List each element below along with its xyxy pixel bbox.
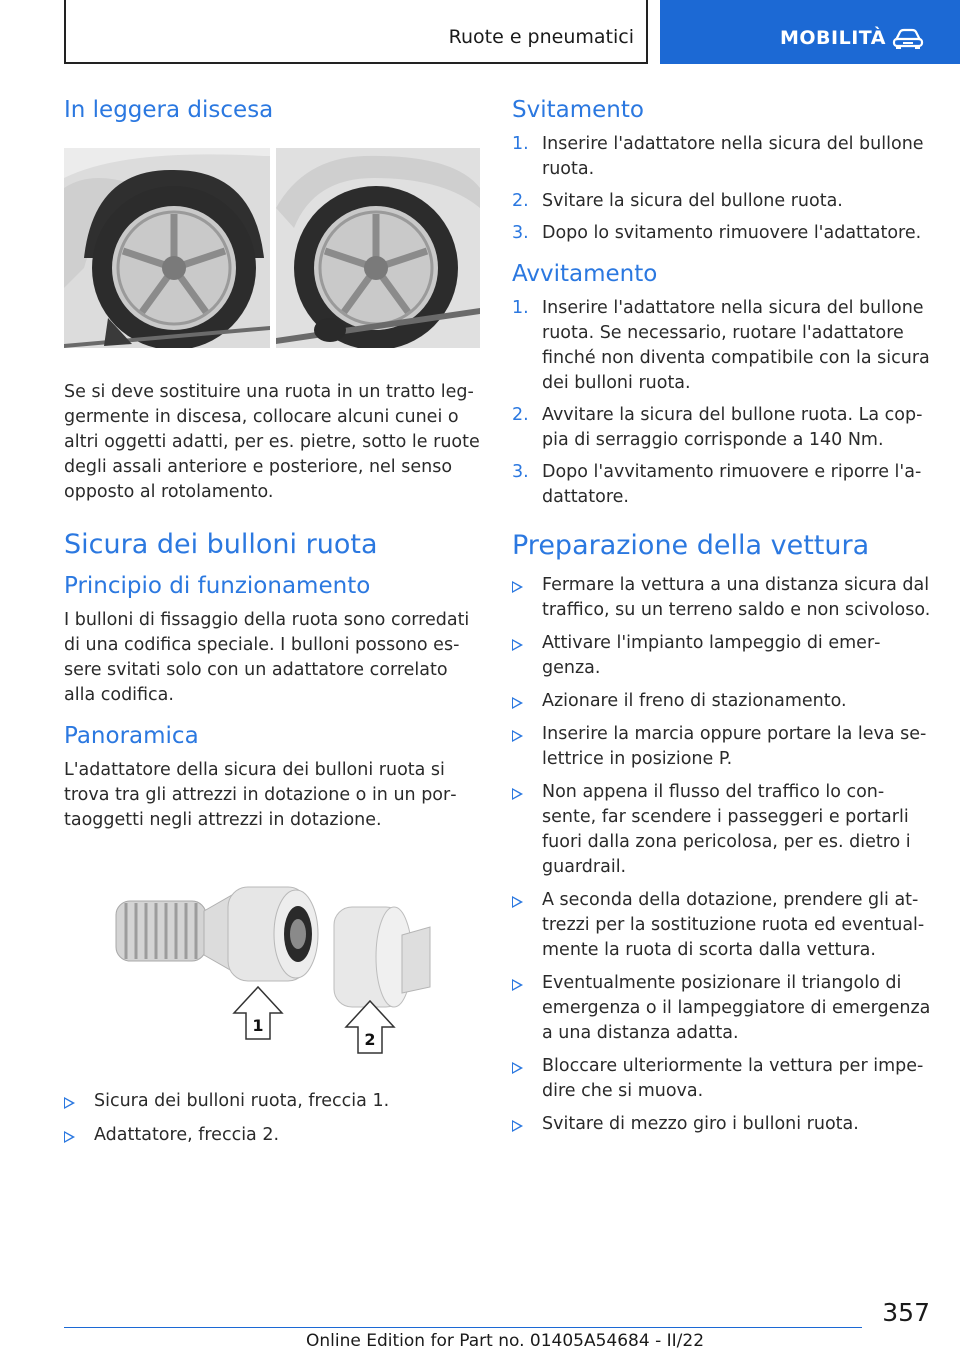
unscrew-steps: [512, 132, 932, 246]
edition-note: Online Edition for Part no. 01405A54684 - II/22: [306, 1331, 705, 1351]
screw-step-2: Avvitare la sicura del bullone ruota. La coppia di serraggio corrisponde a 140 Nm.: [542, 404, 923, 450]
triangle-bullet-icon: [512, 697, 523, 709]
list-item: [512, 1054, 932, 1104]
triangle-bullet-icon: [512, 979, 523, 991]
triangle-bullet-icon: [512, 730, 523, 742]
illustration-lock-bolt-and-adapter: [112, 865, 432, 1055]
list-item: [512, 689, 932, 714]
heading-unscrew: Svitamento: [512, 97, 644, 123]
list-item: [512, 631, 932, 681]
triangle-bullet-icon: [512, 788, 523, 800]
paragraph-principle: I bulloni di fissaggio della ruota sono corredati di una codifica speciale. I bulloni possono essere svitati solo con un adattatore correlato alla codifica.: [64, 609, 470, 705]
list-item: [512, 403, 932, 453]
photo-car-on-slope: [64, 148, 480, 348]
triangle-bullet-icon: [512, 639, 523, 651]
left-column: [64, 96, 480, 1148]
list-item: [512, 296, 932, 396]
unscrew-step-3: Dopo lo svitamento rimuovere l'adattatore.: [542, 222, 922, 243]
prep-item-5: Non appena il flusso del traffico lo consente, far scendere i passeggeri e portarli fuori dalla zona pericolosa, per es. dietro i guardrail.: [542, 781, 911, 877]
list-item: [512, 189, 932, 214]
paragraph-overview: L'adattatore della sicura dei bulloni ruota si trova tra gli attrezzi in dotazione o in un portaoggetti negli attrezzi in dotazione.: [64, 759, 457, 830]
step-number: 3.: [512, 222, 529, 243]
legend-list: [64, 1089, 480, 1148]
triangle-bullet-icon: [512, 581, 523, 593]
step-number: 1.: [512, 297, 529, 318]
triangle-bullet-icon: [512, 896, 523, 908]
paragraph-slope: Se si deve sostituire una ruota in un tratto leggermente in discesa, collocare alcuni cunei o altri oggetti adatti, per es. pietre, sotto le ruote degli assali anteriore e posteriore, nel senso opposto al rotolamento.: [64, 381, 480, 502]
list-item: [512, 1112, 932, 1137]
step-number: 3.: [512, 461, 529, 482]
heading-slope: In leggera discesa: [64, 97, 274, 123]
prep-item-6: A seconda della dotazione, prendere gli attrezzi per la sostituzione ruota ed eventualmente la ruota di scorta dalla vettura.: [542, 889, 925, 960]
triangle-bullet-icon: [512, 1062, 523, 1074]
step-number: 2.: [512, 190, 529, 211]
page-number: 357: [882, 1298, 930, 1327]
prep-item-9: Svitare di mezzo giro i bulloni ruota.: [542, 1113, 859, 1134]
screw-steps: [512, 296, 932, 510]
heading-vehicle-preparation: Preparazione della vettura: [512, 529, 870, 561]
step-number: 1.: [512, 133, 529, 154]
right-column: [512, 96, 932, 1137]
triangle-bullet-icon: [512, 1120, 523, 1132]
section-title: Ruote e pneumatici: [448, 26, 634, 48]
list-item: [512, 221, 932, 246]
chapter-tab-label: MOBILITÀ: [780, 27, 886, 49]
screw-step-3: Dopo l'avvitamento rimuovere e riporre l'adattatore.: [542, 461, 922, 507]
unscrew-step-2: Svitare la sicura del bullone ruota.: [542, 190, 843, 211]
legend-item-2: Adattatore, freccia 2.: [94, 1124, 280, 1145]
heading-wheel-locks: Sicura dei bulloni ruota: [64, 528, 378, 560]
list-item: [512, 722, 932, 772]
prep-item-4: Inserire la marcia oppure portare la leva selettrice in posizione P.: [542, 723, 927, 769]
list-item: [64, 1123, 480, 1148]
prep-item-7: Eventualmente posizionare il triangolo di emergenza o il lampeggiatore di emergenza a una distanza adatta.: [542, 972, 931, 1043]
triangle-bullet-icon: [64, 1097, 75, 1109]
list-item: [512, 971, 932, 1046]
heading-overview: Panoramica: [64, 722, 199, 749]
list-item: [512, 888, 932, 963]
list-item: [512, 460, 932, 510]
arrow-1-label: 1: [252, 1015, 264, 1035]
prep-item-3: Azionare il freno di stazionamento.: [542, 690, 847, 711]
list-item: [64, 1089, 480, 1114]
heading-screw: Avvitamento: [512, 260, 658, 287]
preparation-list: [512, 573, 932, 1137]
legend-item-1: Sicura dei bulloni ruota, freccia 1.: [94, 1090, 390, 1111]
prep-item-2: Attivare l'impianto lampeggio di emergenza.: [542, 632, 881, 678]
footer-divider: [64, 1327, 862, 1328]
chapter-tab[interactable]: [660, 0, 960, 64]
triangle-bullet-icon: [64, 1131, 75, 1143]
list-item: [512, 132, 932, 182]
step-number: 2.: [512, 404, 529, 425]
header-section-box: [64, 0, 648, 64]
prep-item-8: Bloccare ulteriormente la vettura per impedire che si muova.: [542, 1055, 924, 1101]
list-item: [512, 780, 932, 880]
unscrew-step-1: Inserire l'adattatore nella sicura del bullone ruota.: [542, 133, 924, 179]
car-icon: [892, 28, 924, 50]
screw-step-1: Inserire l'adattatore nella sicura del bullone ruota. Se necessario, ruotare l'adattatore finché non diventa compatibile con la sicura dei bulloni ruota.: [542, 297, 930, 393]
list-item: [512, 573, 932, 623]
heading-principle: Principio di funzionamento: [64, 572, 371, 599]
prep-item-1: Fermare la vettura a una distanza sicura dal traffico, su un terreno saldo e non scivoloso.: [542, 574, 931, 620]
arrow-2-label: 2: [364, 1029, 376, 1049]
